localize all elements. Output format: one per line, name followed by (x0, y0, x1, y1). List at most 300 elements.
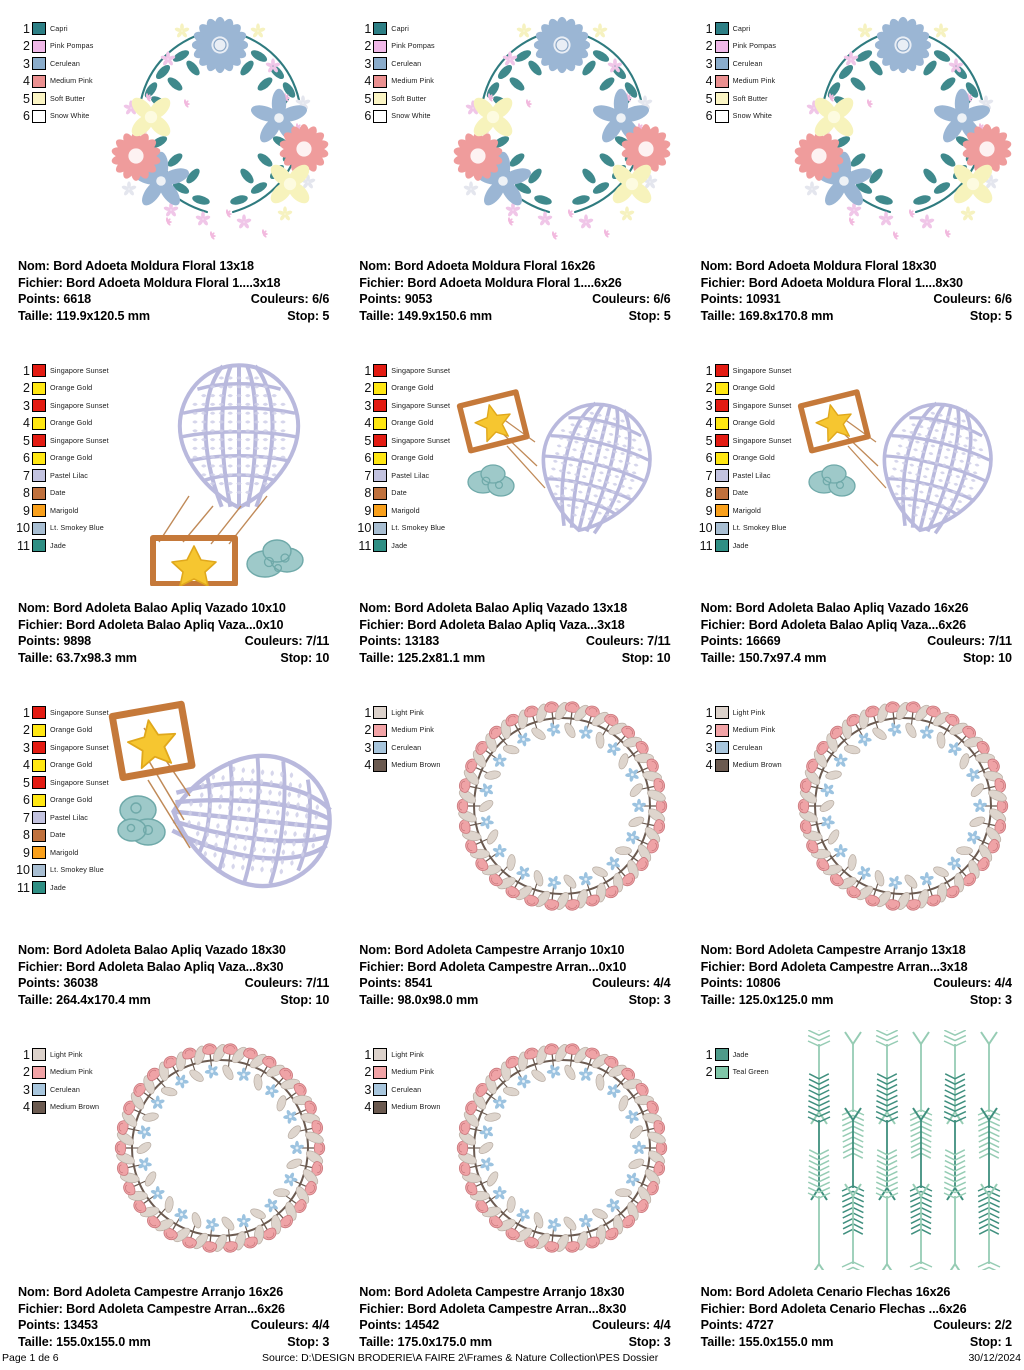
design-file-line (701, 959, 1012, 975)
label-couleurs: Couleurs: (250, 1318, 309, 1333)
label-taille: Taille: (18, 650, 53, 665)
color-name: Singapore Sunset (50, 707, 109, 717)
legend-index: 8 (705, 486, 713, 500)
color-swatch (32, 57, 46, 70)
label-taille: Taille: (700, 308, 736, 323)
legend-row (699, 90, 815, 108)
size-group (359, 650, 485, 666)
colors-group (592, 1317, 671, 1333)
points-value: 14542 (404, 1318, 440, 1333)
legend-index: 8 (23, 828, 30, 842)
color-swatch (32, 1083, 46, 1096)
design-file: Bord Adoeta Moldura Floral 1....6x26 (407, 275, 622, 290)
color-name: Date (50, 830, 66, 840)
legend-index: 4 (23, 416, 30, 430)
size-value: 119.9x120.5 mm (56, 308, 151, 323)
size-value: 125.0x125.0 mm (738, 992, 834, 1007)
legend-index: 3 (705, 740, 713, 755)
color-name: Orange Gold (732, 418, 775, 428)
size-value: 150.7x97.4 mm (738, 650, 827, 665)
legend-row (357, 1064, 473, 1082)
legend-index: 8 (364, 486, 372, 500)
color-legend (16, 704, 140, 897)
design-card (341, 684, 682, 1026)
legend-row (16, 1046, 132, 1064)
design-info (18, 1284, 329, 1350)
legend-index: 3 (23, 1082, 30, 1097)
legend-row (16, 380, 140, 398)
color-swatch (373, 759, 387, 772)
colors-value: 2/2 (994, 1318, 1012, 1333)
design-file: Bord Adoleta Balao Apliq Vaza...3x18 (407, 617, 625, 632)
legend-index: 11 (17, 538, 30, 553)
label-fichier: Fichier: (18, 1301, 63, 1316)
color-name: Orange Gold (50, 795, 93, 805)
legend-row (699, 520, 823, 538)
label-points: Points: (700, 634, 743, 649)
legend-index: 3 (23, 740, 30, 755)
stop-value: 3 (663, 1334, 671, 1349)
color-swatch (373, 724, 387, 737)
footer-source-path: Source: D:\DESIGN BRODERIE\A FAIRE 2\Frames & Nature Collection\PES Dossier (262, 1352, 659, 1364)
stop-value: 5 (322, 308, 330, 323)
legend-row (699, 537, 823, 555)
legend-index: 4 (23, 74, 30, 88)
stop-group (963, 650, 1012, 666)
color-name: Cerulean (732, 58, 763, 68)
color-swatch (32, 110, 46, 123)
color-name: Cerulean (391, 1084, 422, 1094)
page-footer (0, 1352, 1024, 1368)
color-swatch (373, 434, 387, 447)
legend-row (16, 809, 140, 827)
colors-group (933, 291, 1012, 307)
color-name: Singapore Sunset (391, 435, 451, 445)
color-name: Singapore Sunset (732, 400, 792, 410)
color-name: Cerulean (732, 742, 763, 752)
color-swatch (373, 522, 387, 535)
color-name: Jade (50, 540, 66, 550)
colors-value: 7/11 (988, 634, 1012, 649)
design-name-line (701, 942, 1012, 958)
color-swatch (715, 504, 729, 517)
legend-row (699, 704, 815, 722)
color-swatch (32, 1101, 46, 1114)
color-name: Pastel Lilac (50, 812, 88, 822)
label-couleurs: Couleurs: (250, 292, 309, 307)
colors-group (592, 975, 671, 991)
legend-index: 5 (23, 433, 30, 448)
color-name: Singapore Sunset (732, 365, 792, 375)
legend-index: 6 (705, 451, 713, 465)
legend-row (699, 467, 823, 485)
colors-value: 4/4 (653, 1318, 671, 1333)
legend-row (357, 20, 473, 38)
color-name: Orange Gold (391, 453, 434, 463)
legend-row (357, 1046, 473, 1064)
color-swatch (32, 487, 46, 500)
legend-index: 2 (705, 381, 713, 395)
color-name: Pastel Lilac (391, 470, 430, 480)
stop-group (287, 308, 329, 324)
color-swatch (373, 40, 387, 53)
color-name: Cerulean (391, 58, 422, 68)
color-name: Singapore Sunset (391, 400, 451, 410)
design-info (18, 600, 329, 666)
legend-row (16, 1081, 132, 1099)
design-points-colors-line (701, 1317, 1012, 1333)
stop-value: 3 (663, 992, 671, 1007)
legend-index: 1 (705, 1047, 713, 1062)
legend-row (699, 450, 823, 468)
color-name: Marigold (391, 505, 420, 515)
legend-row (16, 20, 132, 38)
color-swatch (715, 706, 729, 719)
legend-row (699, 432, 823, 450)
color-swatch (373, 1083, 387, 1096)
design-preview-area (683, 342, 1024, 590)
legend-row (16, 520, 140, 538)
colors-value: 4/4 (994, 976, 1012, 991)
design-points-colors-line (18, 291, 329, 307)
design-file-line (701, 617, 1012, 633)
colors-value: 6/6 (994, 292, 1012, 307)
size-group (359, 992, 478, 1008)
label-stop: Stop: (280, 992, 313, 1007)
color-swatch (373, 1066, 387, 1079)
size-group (359, 1334, 492, 1350)
label-couleurs: Couleurs: (585, 634, 644, 649)
stop-value: 10 (315, 992, 330, 1007)
legend-row (699, 502, 823, 520)
size-group (18, 992, 151, 1008)
points-value: 10806 (745, 976, 781, 991)
design-card (683, 0, 1024, 342)
color-name: Jade (732, 540, 749, 550)
embroidery-design-image (790, 346, 1016, 586)
legend-row (16, 792, 140, 810)
color-name: Capri (732, 23, 751, 33)
size-group (18, 1334, 151, 1350)
legend-row (357, 55, 473, 73)
color-name: Pink Pompas (391, 41, 435, 51)
size-value: 63.7x98.3 mm (56, 650, 137, 665)
label-stop: Stop: (280, 650, 313, 665)
design-info (701, 258, 1012, 324)
design-points-colors-line (359, 975, 670, 991)
legend-index: 1 (23, 1047, 30, 1062)
legend-index: 3 (705, 398, 713, 413)
label-points: Points: (700, 976, 743, 991)
size-value: 98.0x98.0 mm (397, 992, 479, 1007)
design-card (683, 1026, 1024, 1368)
label-points: Points: (18, 1318, 60, 1333)
color-legend (699, 1046, 815, 1081)
color-name: Medium Pink (391, 1067, 434, 1077)
design-name-line (359, 942, 670, 958)
color-name: Lt. Smokey Blue (732, 523, 787, 533)
legend-row (357, 1081, 473, 1099)
color-name: Lt. Smokey Blue (50, 523, 104, 533)
legend-index: 4 (705, 74, 713, 88)
footer-date: 30/12/2024 (968, 1352, 1021, 1364)
legend-index: 2 (705, 723, 713, 737)
color-legend (699, 362, 823, 555)
legend-index: 6 (23, 109, 30, 123)
legend-row (699, 55, 815, 73)
legend-row (699, 722, 815, 740)
label-taille: Taille: (359, 1334, 395, 1349)
color-swatch (32, 364, 46, 377)
design-preview-area (0, 342, 341, 590)
color-swatch (373, 469, 387, 482)
design-file-line (359, 275, 670, 291)
design-card (0, 684, 341, 1026)
label-taille: Taille: (700, 650, 736, 665)
legend-row (699, 485, 823, 503)
size-value: 155.0x155.0 mm (56, 1334, 151, 1349)
color-swatch (715, 110, 729, 123)
legend-row (357, 722, 473, 740)
label-taille: Taille: (18, 308, 53, 323)
color-swatch (32, 522, 46, 535)
color-swatch (32, 417, 46, 430)
points-group (701, 975, 781, 991)
design-file: Bord Adoleta Balao Apliq Vaza...0x10 (66, 617, 284, 632)
legend-row (699, 415, 823, 433)
label-nom: Nom: (359, 943, 392, 958)
stop-group (287, 1334, 329, 1350)
size-group (701, 650, 827, 666)
legend-index: 4 (705, 416, 713, 430)
design-name: Bord Adoleta Cenario Flechas 16x26 (735, 1285, 951, 1300)
legend-row (357, 467, 481, 485)
design-size-stop-line (701, 650, 1012, 666)
label-fichier: Fichier: (700, 617, 746, 632)
design-card (0, 342, 341, 684)
color-legend (16, 1046, 132, 1116)
design-file: Bord Adoleta Campestre Arran...8x30 (407, 1301, 627, 1316)
legend-index: 1 (705, 21, 713, 36)
color-name: Singapore Sunset (50, 777, 109, 787)
legend-index: 4 (23, 1100, 30, 1114)
design-name: Bord Adoleta Campestre Arranjo 18x30 (394, 1285, 625, 1300)
label-nom: Nom: (18, 601, 50, 616)
design-preview-area (0, 0, 341, 248)
color-name: Light Pink (391, 1049, 424, 1059)
legend-row (357, 90, 473, 108)
color-name: Singapore Sunset (50, 742, 109, 752)
legend-row (357, 1099, 473, 1117)
legend-index: 6 (364, 109, 372, 123)
color-swatch (715, 75, 729, 88)
color-legend (16, 20, 132, 125)
design-name: Bord Adoleta Campestre Arranjo 16x26 (53, 1285, 284, 1300)
points-group (18, 633, 91, 649)
label-couleurs: Couleurs: (933, 292, 992, 307)
legend-row (16, 362, 140, 380)
legend-row (16, 502, 140, 520)
color-name: Cerulean (50, 1084, 80, 1094)
design-name: Bord Adoeta Moldura Floral 18x30 (735, 259, 937, 274)
legend-row (699, 73, 815, 91)
design-name-line (359, 1284, 670, 1300)
legend-index: 10 (16, 521, 30, 535)
design-info (701, 942, 1012, 1008)
color-swatch (32, 759, 46, 772)
color-name: Light Pink (391, 707, 424, 717)
color-name: Orange Gold (50, 453, 93, 463)
legend-index: 2 (364, 1065, 372, 1079)
legend-index: 1 (705, 363, 713, 378)
legend-index: 4 (364, 758, 372, 772)
stop-value: 5 (1004, 308, 1012, 323)
design-file-line (359, 617, 670, 633)
legend-row (16, 1099, 132, 1117)
color-swatch (32, 92, 46, 105)
color-name: Lt. Smokey Blue (50, 865, 104, 875)
legend-index: 1 (23, 705, 30, 720)
color-swatch (32, 864, 46, 877)
color-swatch (373, 1101, 387, 1114)
embroidery-design-image (790, 1030, 1016, 1270)
stop-group (629, 308, 671, 324)
color-swatch (715, 1066, 729, 1079)
legend-index: 11 (699, 538, 713, 553)
color-name: Orange Gold (732, 453, 775, 463)
label-couleurs: Couleurs: (933, 976, 992, 991)
color-name: Orange Gold (50, 418, 93, 428)
design-size-stop-line (701, 992, 1012, 1008)
points-value: 9053 (404, 292, 433, 307)
color-name: Medium Pink (391, 76, 434, 86)
design-preview-area (341, 342, 682, 590)
legend-index: 7 (23, 468, 30, 483)
color-name: Singapore Sunset (50, 400, 109, 410)
legend-row (699, 362, 823, 380)
points-group (359, 975, 432, 991)
legend-index: 3 (364, 740, 372, 755)
label-couleurs: Couleurs: (592, 1318, 650, 1333)
size-group (701, 992, 834, 1008)
label-stop: Stop: (969, 1334, 1002, 1349)
legend-row (16, 844, 140, 862)
design-name: Bord Adoleta Balao Apliq Vazado 10x10 (53, 601, 286, 616)
label-points: Points: (18, 976, 60, 991)
design-points-colors-line (701, 633, 1012, 649)
embroidery-design-image (449, 4, 675, 244)
points-group (18, 975, 98, 991)
legend-index: 5 (364, 433, 372, 448)
color-swatch (373, 382, 387, 395)
stop-value: 5 (663, 308, 671, 323)
points-group (18, 291, 91, 307)
design-size-stop-line (359, 308, 670, 324)
design-file-line (18, 617, 329, 633)
color-swatch (715, 1048, 729, 1061)
points-value: 9898 (63, 634, 92, 649)
design-info (359, 1284, 670, 1350)
legend-row (357, 432, 481, 450)
legend-index: 7 (364, 468, 372, 483)
color-swatch (715, 57, 729, 70)
color-name: Jade (732, 1049, 749, 1059)
color-swatch (32, 22, 46, 35)
legend-row (699, 20, 815, 38)
color-name: Singapore Sunset (391, 365, 451, 375)
legend-row (16, 450, 140, 468)
legend-index: 1 (364, 363, 372, 378)
design-name: Bord Adoleta Balao Apliq Vazado 13x18 (394, 601, 628, 616)
size-value: 155.0x155.0 mm (738, 1334, 834, 1349)
legend-row (357, 397, 481, 415)
design-points-colors-line (359, 291, 670, 307)
label-fichier: Fichier: (700, 1301, 746, 1316)
design-size-stop-line (18, 308, 329, 324)
design-file: Bord Adoeta Moldura Floral 1....3x18 (66, 275, 281, 290)
design-points-colors-line (701, 291, 1012, 307)
points-value: 8541 (404, 976, 433, 991)
color-swatch (32, 75, 46, 88)
legend-row (16, 38, 132, 56)
design-name-line (18, 1284, 329, 1300)
legend-index: 3 (23, 398, 30, 413)
stop-value: 10 (998, 650, 1012, 665)
label-points: Points: (18, 292, 60, 307)
color-name: Medium Pink (732, 76, 776, 86)
legend-row (357, 380, 481, 398)
color-swatch (715, 364, 729, 377)
design-file-line (18, 959, 329, 975)
size-group (18, 308, 150, 324)
legend-index: 10 (357, 521, 372, 535)
label-points: Points: (18, 634, 60, 649)
color-name: Singapore Sunset (50, 365, 109, 375)
label-points: Points: (359, 634, 402, 649)
legend-index: 6 (23, 451, 30, 465)
design-points-colors-line (359, 1317, 670, 1333)
legend-row (16, 537, 140, 555)
color-legend (699, 20, 815, 125)
legend-index: 1 (364, 705, 372, 720)
color-swatch (32, 794, 46, 807)
design-points-colors-line (701, 975, 1012, 991)
color-name: Medium Brown (732, 760, 782, 770)
label-points: Points: (359, 292, 402, 307)
label-fichier: Fichier: (18, 275, 63, 290)
color-swatch (373, 364, 387, 377)
color-swatch (715, 469, 729, 482)
size-group (701, 1334, 834, 1350)
label-stop: Stop: (628, 992, 661, 1007)
legend-index: 5 (23, 91, 30, 106)
color-swatch (373, 57, 387, 70)
legend-row (699, 380, 823, 398)
color-swatch (715, 741, 729, 754)
color-swatch (32, 504, 46, 517)
stop-value: 3 (322, 1334, 330, 1349)
design-file-line (18, 275, 329, 291)
design-card (683, 684, 1024, 1026)
color-swatch (715, 382, 729, 395)
color-name: Light Pink (50, 1049, 83, 1059)
size-value: 125.2x81.1 mm (397, 650, 486, 665)
colors-value: 6/6 (312, 292, 330, 307)
label-couleurs: Couleurs: (927, 634, 986, 649)
legend-row (699, 739, 815, 757)
label-couleurs: Couleurs: (244, 976, 303, 991)
color-name: Singapore Sunset (50, 435, 109, 445)
